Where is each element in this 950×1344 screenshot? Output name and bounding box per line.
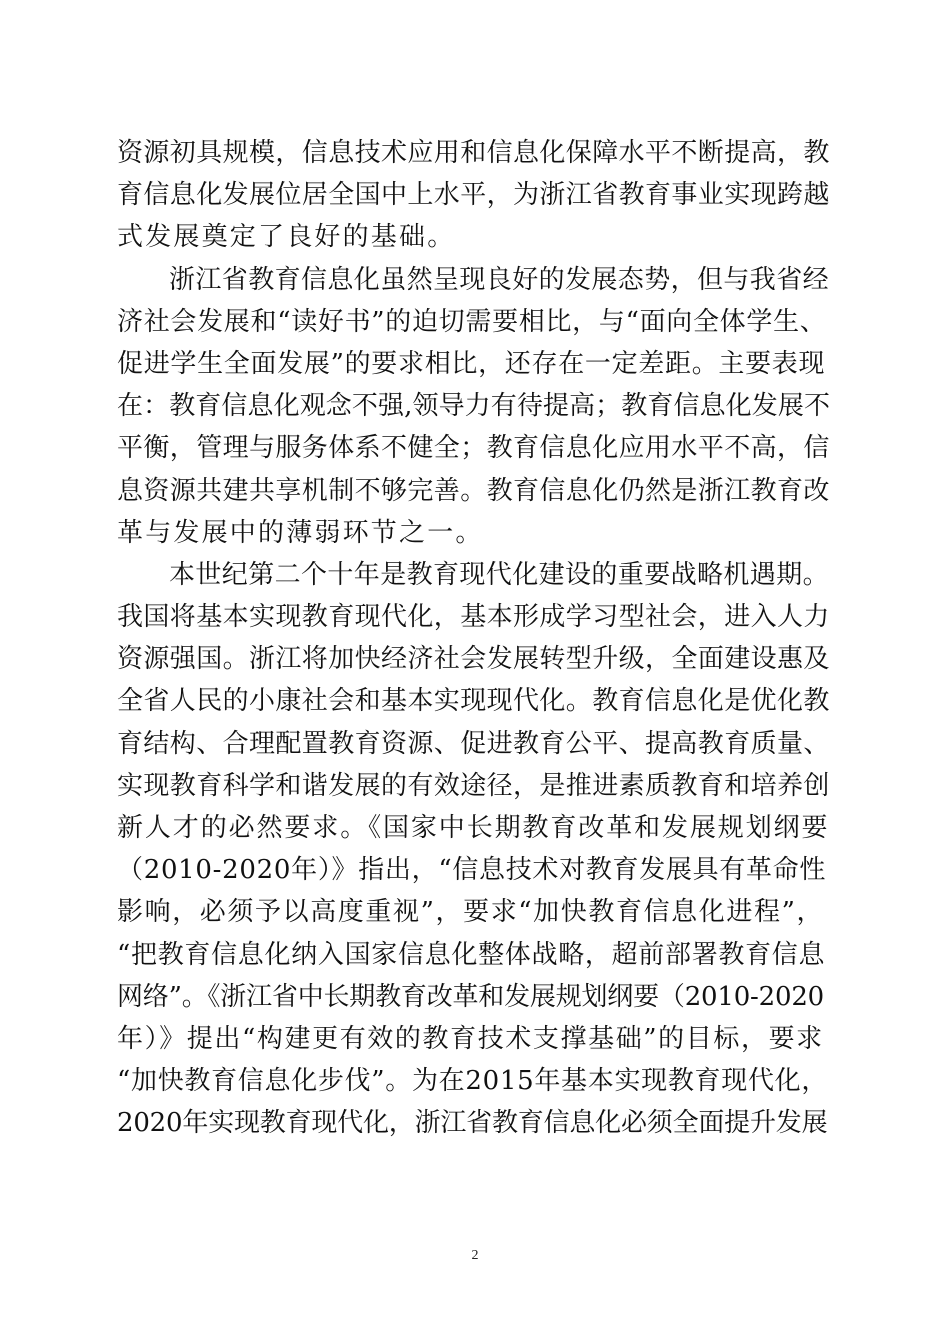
text-line: “加快教育信息化步伐”。为在2015年基本实现教育现代化， [117, 1066, 829, 1097]
text-line: 促进学生全面发展”的要求相比，还存在一定差距。主要表现 [117, 348, 826, 379]
text-line: 新人才的必然要求。《国家中长期教育改革和发展规划纲要 [117, 813, 830, 843]
text-line: 2020年实现教育现代化，浙江省教育信息化必须全面提升发展 [117, 1108, 828, 1139]
text-line: 式发展奠定了良好的基础。 [117, 222, 456, 253]
text-line: 息资源共建共享机制不够完善。教育信息化仍然是浙江教育改 [117, 475, 830, 506]
page-number: 2 [471, 1248, 479, 1263]
text-line: 我国将基本实现教育现代化，基本形成学习型社会，进入人力 [117, 602, 830, 633]
text-line: 革与发展中的薄弱环节之一。 [117, 517, 484, 548]
text-line: 年）》提出“构建更有效的教育技术支撑基础”的目标，要求 [117, 1023, 824, 1054]
text-line: 资源初具规模，信息技术应用和信息化保障水平不断提高，教 [117, 138, 830, 168]
body-text [117, 132, 831, 1145]
text-line: 资源强国。浙江将加快经济社会发展转型升级，全面建设惠及 [117, 644, 830, 675]
text-line: 影响，必须予以高度重视”，要求“加快教育信息化进程”， [117, 897, 825, 928]
text-line: 实现教育科学和谐发展的有效途径，是推进素质教育和培养创 [117, 770, 830, 801]
text-line: 育结构、合理配置教育资源、促进教育公平、提高教育质量、 [117, 728, 830, 759]
text-line: 育信息化发展位居全国中上水平，为浙江省教育事业实现跨越 [117, 180, 830, 211]
text-line: 平衡，管理与服务体系不健全；教育信息化应用水平不高，信 [117, 433, 830, 464]
text-line: “把教育信息化纳入国家信息化整体战略，超前部署教育信息 [117, 939, 826, 970]
text-line: （2010-2020年）》指出，“信息技术对教育发展具有革命性 [117, 855, 827, 886]
text-line: 在：教育信息化观念不强,领导力有待提高；教育信息化发展不 [117, 391, 831, 422]
text-line: 网络”。《浙江省中长期教育改革和发展规划纲要（2010-2020 [117, 981, 825, 1012]
paragraph-first-line: 浙江省教育信息化虽然呈现良好的发展态势，但与我省经 [169, 264, 830, 295]
paragraph-first-line: 本世纪第二个十年是教育现代化建设的重要战略机遇期。 [169, 559, 830, 590]
text-line: 济社会发展和“读好书”的迫切需要相比，与“面向全体学生、 [117, 306, 827, 337]
text-line: 全省人民的小康社会和基本实现现代化。教育信息化是优化教 [117, 686, 830, 717]
